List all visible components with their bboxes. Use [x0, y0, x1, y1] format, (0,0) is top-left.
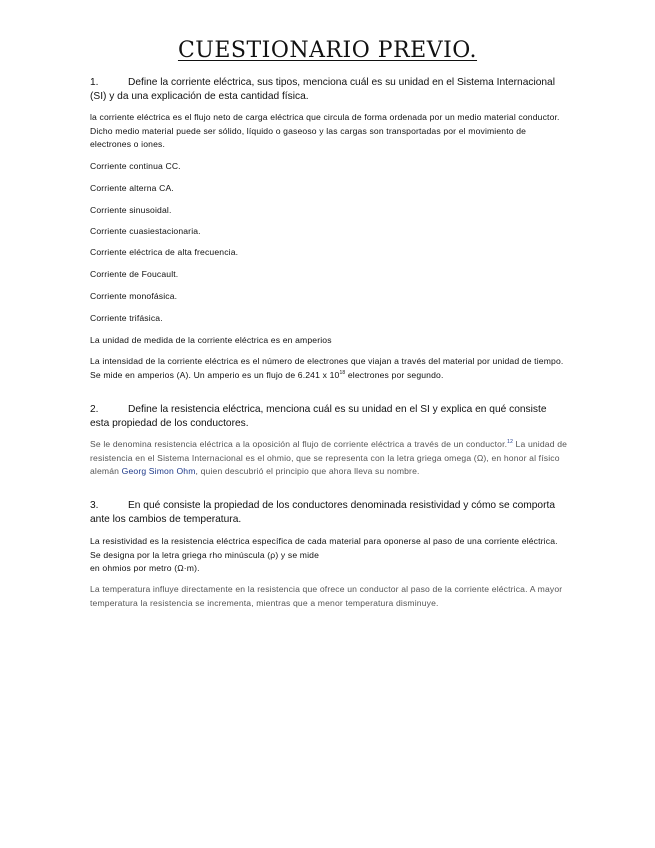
question-2 [90, 403, 568, 431]
current-type-5: Corriente eléctrica de alta frecuencia. [90, 247, 239, 257]
georg-simon-ohm-link[interactable]: Georg Simon Ohm [121, 466, 196, 476]
question-2-text: Define la resistencia eléctrica, menciona cuál es su unidad en el SI y explica en qué consiste esta propiedad de los conductores. [90, 404, 547, 429]
page-title: CUESTIONARIO PREVIO. [177, 38, 478, 63]
current-type-7: Corriente monofásica. [90, 291, 178, 301]
current-type-6: Corriente de Foucault. [90, 269, 179, 279]
answer-1-definition: la corriente eléctrica es el flujo neto de carga eléctrica que circula de forma ordenada por un medio material conductor. Dicho medio material puede ser sólido, líquido o gaseoso y las cargas son transportadas por el movimiento de electrones o iones. [90, 112, 560, 149]
current-type-2: Corriente alterna CA. [90, 183, 174, 193]
answer-2-text: Se le denomina resistencia eléctrica a la oposición al flujo de corriente eléctrica a través de un conductor. [90, 439, 508, 449]
answer-1-explanation-end: electrones por segundo. [345, 369, 444, 380]
answer-1-explanation [90, 355, 568, 382]
question-3 [90, 499, 568, 527]
answer-3-unit: en ohmios por metro (Ω·m). [90, 563, 200, 573]
question-1 [90, 76, 568, 104]
question-1-number: 1. [90, 77, 99, 88]
reference-superscript[interactable]: 12 [507, 439, 514, 445]
answer-3-temperature: La temperatura influye directamente en la resistencia que ofrece un conductor al paso de la corriente eléctrica. A mayor temperatura la resistencia se incrementa, mientras que a menor temperatura disminuye. [90, 584, 563, 608]
current-type-8: Corriente trifásica. [90, 313, 163, 323]
answer-2 [90, 438, 568, 479]
answer-1-explanation-text: La intensidad de la corriente eléctrica es el número de electrones que viajan a través del material por unidad de tiempo. Se mide en amperios (A). Un amperio es un flujo de 6.241 x 10 [90, 356, 564, 380]
question-3-number: 3. [90, 500, 99, 511]
answer-2-middle: La unidad de resistencia en el Sistema Internacional es el ohmio, que se representa con la letra griega omega (Ω), en honor al físico alemán [90, 439, 568, 476]
current-type-1: Corriente continua CC. [90, 161, 181, 171]
question-3-text: En qué consiste la propiedad de los conductores denominada resistividad y cómo se comporta ante los cambios de temperatura. [90, 500, 555, 525]
current-type-3: Corriente sinusoidal. [90, 205, 172, 215]
answer-1-unit: La unidad de medida de la corriente eléctrica es en amperios [90, 335, 332, 345]
answer-3-definition: La resistividad es la resistencia eléctrica específica de cada material para oponerse al paso de una corriente eléctrica. Se designa por la letra griega rho minúscula (ρ) y se mide [90, 536, 558, 560]
current-type-4: Corriente cuasiestacionaria. [90, 226, 201, 236]
question-1-text: Define la corriente eléctrica, sus tipos, menciona cuál es su unidad en el Sistema Internacional (SI) y da una explicación de esta cantidad física. [90, 77, 555, 102]
exponent: 18 [339, 369, 346, 376]
answer-2-end: , quien descubrió el principio que ahora lleva su nombre. [195, 466, 420, 476]
question-2-number: 2. [90, 404, 99, 415]
